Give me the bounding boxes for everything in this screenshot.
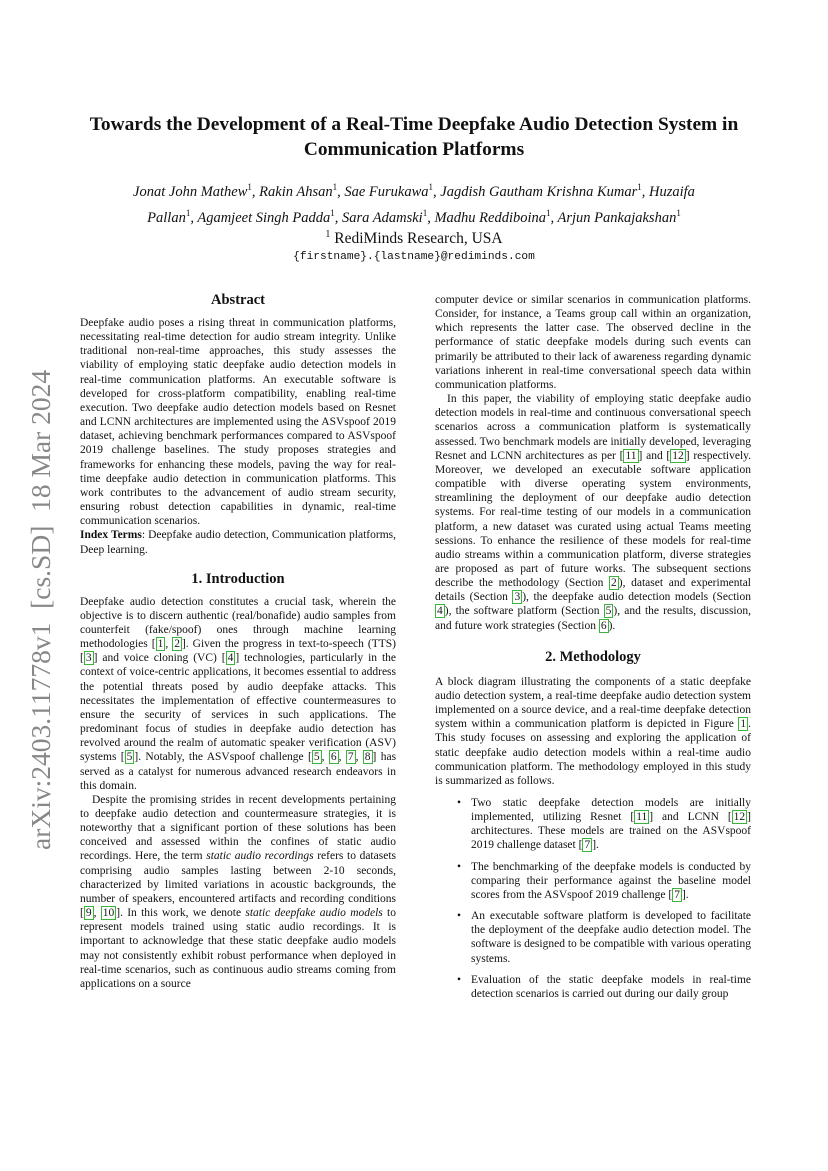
methodology-bullet: • An executable software platform is developed to facilitate the deployment of the deepfake audio detection model. The software is designed to be compatible with various operating systems. xyxy=(435,909,751,966)
emphasized-term: static audio recordings xyxy=(206,850,314,863)
citation-link[interactable]: 11 xyxy=(625,449,637,462)
author-name: Agamjeet Singh Padda xyxy=(197,209,331,226)
author-name: Arjun Pankajakshan xyxy=(557,209,677,226)
author-name: Sae Furukawa xyxy=(344,183,429,200)
emphasized-term: static deepfake audio models xyxy=(245,907,383,920)
citation-link[interactable]: 5 xyxy=(126,751,133,764)
affiliation xyxy=(100,229,728,248)
introduction-paragraph-1: Deepfake audio detection constitutes a crucial task, wherein the objective is to discern authentic (real/bonafide) audio samples from counterfeit (fake/spoof) ones through machine learning methodologies [ 1 , 2 ]. Given the progress in text-to-speech (TTS) [ 3 ] and voice cloning (VC) [ 4 ] technologies, particularly in the context of voice-centric applications, it becomes essential to address the potential threats posed by audio deepfake attacks. This necessitates the implementation of effective countermeasures to ensure the security of services in such applications. The predominant focus of studies in deepfake audio detection has revolved around the realm of automatic speaker verification (ASV) systems [ 5 ]. Notably, the ASVspoof challenge [ 5 , 6 , 7 , 8 ] has served as a catalyst for numerous advanced research endeavors in this domain. xyxy=(80,595,397,792)
author-affiliation-marker: 1 xyxy=(330,207,335,218)
author-affiliation-marker: 1 xyxy=(676,207,681,218)
author-affiliation-marker: 1 xyxy=(422,207,428,218)
index-terms-text: : Deepfake audio detection, Communication platforms, Deep learning. xyxy=(80,529,397,556)
author-line-1: Jonat John Mathew$^1$, Rakin Ahsan$^1$, Sae Furukawa$^1$, Jagdish Gautham Krishna Kumar$^1$, Huzaifa xyxy=(133,182,695,200)
citation-link[interactable]: 12 xyxy=(672,449,684,462)
author-affiliation-marker: 1 xyxy=(332,182,338,192)
methodology-bullet: • Two static deepfake detection models are initially implemented, utilizing Resnet [ 11 ] and LCNN [ 12 ] architectures. These models are trained on the ASVspoof 2019 challenge dataset [ 7 ]. xyxy=(435,796,751,853)
citation-link[interactable]: 7 xyxy=(347,751,354,764)
abstract-heading: Abstract xyxy=(211,292,265,308)
author-affiliation-marker: 1 xyxy=(546,207,551,218)
citation-link[interactable]: 3 xyxy=(514,591,521,604)
author-affiliation-marker: 1 xyxy=(428,182,434,192)
affiliation-text: RediMinds Research, USA xyxy=(334,230,503,248)
citation-link[interactable]: 6 xyxy=(330,751,337,764)
citation-link[interactable]: 2 xyxy=(611,577,617,590)
title-line-1: Towards the Development of a Real-Time Deepfake Audio Detection System in xyxy=(89,114,739,135)
title-line-2: Communication Platforms xyxy=(303,139,525,160)
right-column xyxy=(435,293,751,1008)
methodology-heading: 2. Methodology xyxy=(545,648,641,665)
left-column xyxy=(80,290,396,991)
author-name: Rakin Ahsan xyxy=(259,183,333,200)
introduction-heading: 1. Introduction xyxy=(191,570,285,587)
citation-link[interactable]: 2 xyxy=(174,638,180,651)
author-line-2: Pallan$^1$, Agamjeet Singh Padda$^1$, Sara Adamski$^1$, Madhu Reddiboina$^1$, Arjun Pankajakshan$^1$ xyxy=(147,207,681,226)
author-name: Pallan xyxy=(147,209,186,226)
author-name: Jagdish Gautham Krishna Kumar xyxy=(440,183,638,200)
citation-link[interactable]: 4 xyxy=(437,605,443,618)
introduction-paragraph-2: Despite the promising strides in recent developments pertaining to deepfake audio detection and countermeasure strategies, it is noteworthy that a significant portion of these solutions has been conceived and assessed within the confines of static audio recordings. Here, the term static audio recordings refers to datasets comprising audio samples lasting between 2-10 seconds, characterized by limited variations in acoustic backgrounds, the number of speakers, encountered artifacts and recording conditions [ 9 , 10 ]. In this work, we denote static deepfake audio models to represent models trained using static audio recordings. It is important to acknowledge that these static deepfake audio models may not consistently exhibit robust performance when deployed in real-time scenarios, such as continuous audio streams coming from applications on a source xyxy=(80,793,397,990)
citation-link[interactable]: 10 xyxy=(102,907,115,920)
paper-title xyxy=(60,112,768,162)
methodology-paragraph: A block diagram illustrating the components of a static deepfake audio detection system, a real-time deepfake audio detection system implemented on a source device, and a real-time deepfake detection system within a communication platform is depicted in Figure 1 . This study focuses on assessing and exploring the application of static deepfake audio detection models within a real-time audio communication platform. The methodology employed in this study is summarized as follows. xyxy=(435,675,751,787)
citation-link[interactable]: 3 xyxy=(85,652,92,665)
citation-link[interactable]: 7 xyxy=(674,888,680,901)
author-name: Sara Adamski xyxy=(342,209,423,226)
citation-link[interactable]: 7 xyxy=(584,839,591,852)
index-terms xyxy=(80,528,396,556)
arxiv-identifier-graphic xyxy=(22,360,58,860)
affiliation-marker: 1 xyxy=(325,229,331,240)
author-name: Madhu Reddiboina xyxy=(434,209,547,226)
arxiv-identifier xyxy=(22,360,58,860)
author-affiliation-marker: 1 xyxy=(247,182,252,192)
email-pattern: {firstname}.{lastname}@rediminds.com xyxy=(293,251,535,263)
author-name: Huzaifa xyxy=(649,183,695,200)
author-name: Jonat John Mathew xyxy=(133,183,248,200)
index-terms-label: Index Terms xyxy=(80,529,142,542)
right-paragraph-2: In this paper, the viability of employing static deepfake audio detection models in real-time and continuous conversational speech scenarios across a communication platform is systematically assessed. Two benchmark models are initially developed, leveraging Resnet and LCNN architectures as per [ 11 ] and [ 12 ] respectively. Moreover, we developed an executable software application compatible with diverse operating system environments, streamlining the deployment of our deepfake audio detection systems. For real-time testing of our models in a communication platform, a new dataset was curated using actual Teams meeting sessions. To enhance the resilience of these models for real-time audio streams within a communication platform, diverse strategies are proposed as part of future works. The subsequent sections describe the methodology (Section 2 ), dataset and experimental details (Section 3 ), the deepfake audio detection models (Section 4 ), the software platform (Section 5 ), and the results, discussion, and future work strategies (Section 6 ). xyxy=(435,393,752,632)
methodology-bullet: • The benchmarking of the deepfake models is conducted by comparing their performance against the baseline model scores from the ASVspoof 2019 challenge [ 7 ]. xyxy=(435,860,751,902)
citation-link[interactable]: 1 xyxy=(157,638,164,651)
abstract-text: Deepfake audio poses a rising threat in communication platforms, necessitating real-time detection for audio stream integrity. Unlike traditional non-real-time approaches, this study assesses the viability of employing static deepfake audio detection models in real-time communication platforms. An executable software is developed for cross-platform compatibility, enabling real-time execution. Two deepfake audio detection models based on Resnet and LCNN architectures are implemented using the ASVspoof 2019 dataset, achieving benchmark performances compared to ASVspoof 2019 challenge baselines. The study proposes strategies and frameworks for enhancing these models, paving the way for real-time deepfake audio detection in communication platforms. This work contributes to the advancement of audio stream security, ensuring robust detection capabilities in dynamic, real-time communication scenarios. xyxy=(80,317,396,528)
arxiv-identifier-text: arXiv:2403.11778v1 [cs.SD] 18 Mar 2024 xyxy=(25,369,56,850)
methodology-bullet: • Evaluation of the static deepfake models in real-time detection scenarios is carried out during our daily group xyxy=(435,973,751,1001)
author-affiliation-marker: 1 xyxy=(637,182,642,192)
citation-link[interactable]: 4 xyxy=(227,652,234,665)
right-paragraph-1: computer device or similar scenarios in communication platforms. Consider, for instance, a Teams group call within an organization, which represents the latter case. The observed decline in the performance of static deepfake models during such events can primarily be attributed to their lack of awareness regarding dynamic variations inherent in real-time conversational speech data within communication platforms. xyxy=(435,294,751,391)
citation-link[interactable]: 1 xyxy=(740,718,747,731)
citation-link[interactable]: 9 xyxy=(85,907,92,920)
author-affiliation-marker: 1 xyxy=(185,207,191,218)
citation-link[interactable]: 5 xyxy=(313,751,320,764)
citation-link[interactable]: 12 xyxy=(733,811,746,824)
citation-link[interactable]: 11 xyxy=(636,811,648,824)
author-list xyxy=(78,177,750,229)
citation-link[interactable]: 6 xyxy=(600,619,607,632)
methodology-bullet-list xyxy=(435,796,751,1001)
citation-link[interactable]: 8 xyxy=(364,751,371,764)
citation-link[interactable]: 5 xyxy=(605,605,612,618)
